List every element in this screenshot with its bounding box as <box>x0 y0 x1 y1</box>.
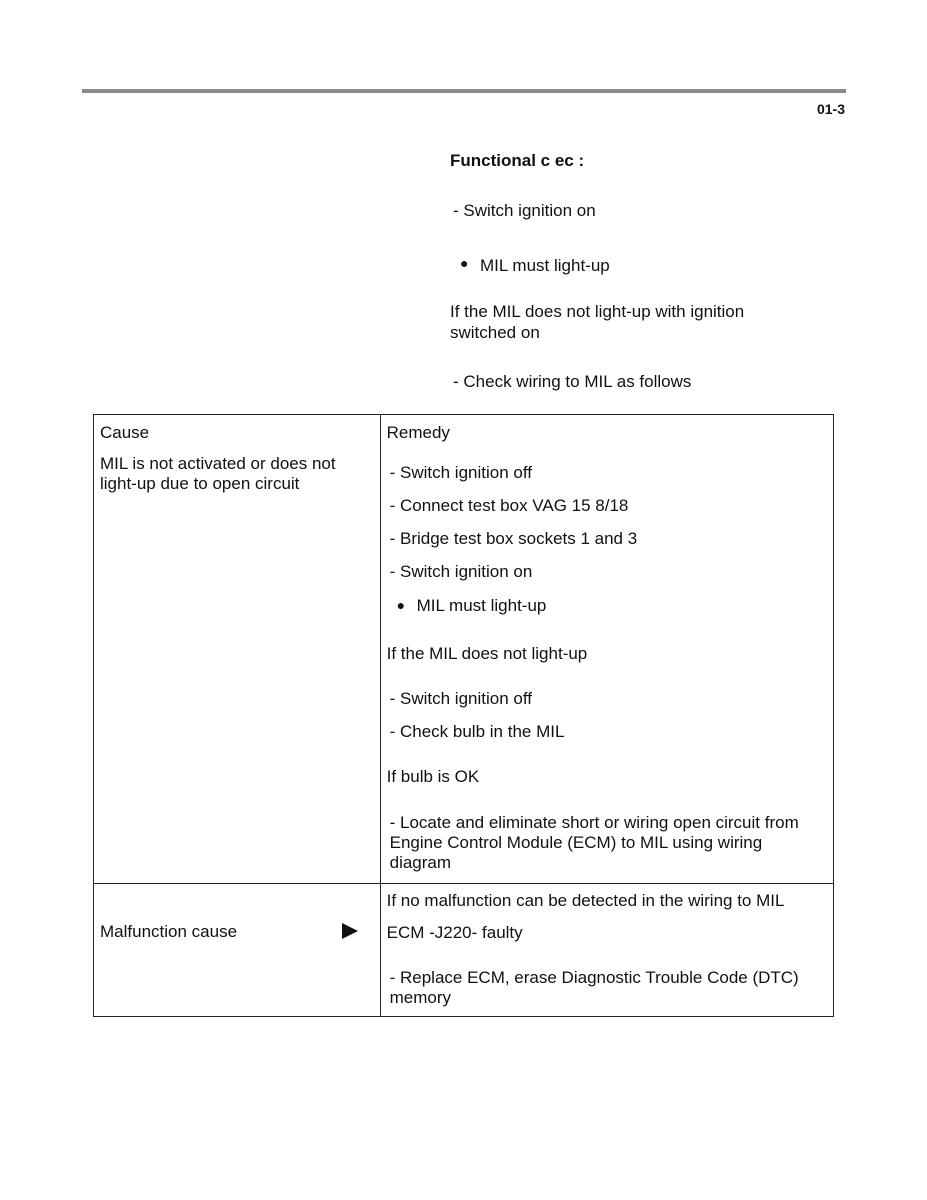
remedy-condition: If bulb is OK <box>386 767 480 786</box>
remedy-step: - Connect test box VAG 15 8/18 <box>389 496 629 515</box>
remedy-header: Remedy <box>386 423 450 442</box>
condition-text: If the MIL does not light-up with ignition switched on <box>450 302 745 342</box>
right-triangle-arrow-icon <box>341 922 359 940</box>
remedy-step: - Switch ignition off <box>389 463 532 482</box>
step-check-wiring: - Check wiring to MIL as follows <box>453 372 692 391</box>
remedy-step: - Locate and eliminate short or wiring open circuit from Engine Control Module (ECM) to MIL using wiring diagram <box>389 813 799 872</box>
bullet-icon: ● <box>460 255 469 271</box>
bullet-icon: ● <box>396 597 406 613</box>
remedy-condition: If no malfunction can be detected in the wiring to MIL <box>386 891 785 910</box>
page-number: 01-3 <box>816 101 845 117</box>
remedy-condition: If the MIL does not light-up <box>386 644 588 663</box>
cause-text: MIL is not activated or does not light-up due to open circuit <box>100 454 336 493</box>
diagnosis-table <box>93 414 834 1017</box>
remedy-step: - Replace ECM, erase Diagnostic Trouble Code (DTC) memory <box>389 968 799 1007</box>
top-rule <box>82 89 846 93</box>
remedy-step: - Check bulb in the MIL <box>389 722 565 741</box>
remedy-result: MIL must light-up <box>416 596 547 615</box>
remedy-step: - Switch ignition off <box>389 689 532 708</box>
step-switch-ignition-on: - Switch ignition on <box>453 201 596 220</box>
result-mil-lights-up: MIL must light-up <box>480 256 610 275</box>
table-row <box>94 415 834 884</box>
remedy-step: - Bridge test box sockets 1 and 3 <box>389 529 638 548</box>
cause-text: Malfunction cause <box>100 922 238 941</box>
section-heading: Functional c ec : <box>450 151 585 170</box>
remedy-step: - Switch ignition on <box>389 562 533 581</box>
cause-header: Cause <box>100 423 150 442</box>
table-row <box>94 884 834 1017</box>
remedy-diagnosis: ECM -J220- faulty <box>386 923 523 942</box>
